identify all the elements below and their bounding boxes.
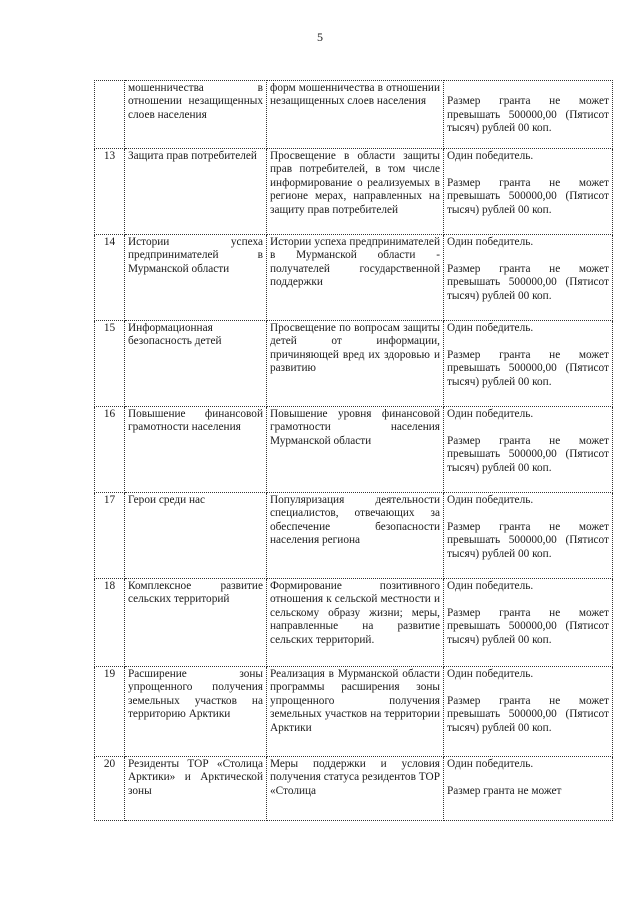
winners-count: Один победитель. bbox=[447, 758, 534, 770]
nomination-name: Герои среди нас bbox=[125, 493, 267, 579]
winners-count: Один победитель. bbox=[447, 580, 534, 592]
table-row bbox=[95, 235, 613, 321]
grant-conditions bbox=[444, 579, 613, 667]
nomination-name: Расширение зоны упрощенного получения земельных участков на территорию Арктики bbox=[125, 667, 267, 757]
winners-count: Один победитель. bbox=[447, 494, 534, 506]
spacer bbox=[447, 771, 609, 784]
nomination-description: Просвещение по вопросам защиты детей от информации, причиняющей вред их здоровью и развитию bbox=[267, 321, 444, 407]
nomination-name: Комплексное развитие сельских территорий bbox=[125, 579, 267, 667]
winners-count: Один победитель. bbox=[447, 408, 534, 420]
winners-count: Один победитель. bbox=[447, 322, 534, 334]
row-number bbox=[95, 81, 125, 149]
spacer bbox=[447, 681, 609, 694]
nomination-description: Просвещение в области защиты прав потребителей, в том числе информирование о реализуемых в регионе мерах, направленных на защиту прав потребителей bbox=[267, 149, 444, 235]
winners-count: Один победитель. bbox=[447, 236, 534, 248]
table-row bbox=[95, 407, 613, 493]
spacer bbox=[447, 335, 609, 348]
grant-amount: Размер гранта не может превышать 500000,00 (Пятисот тысяч) рублей 00 коп. bbox=[447, 694, 609, 734]
grant-amount: Размер гранта не может превышать 500000,00 (Пятисот тысяч) рублей 00 коп. bbox=[447, 95, 609, 135]
nomination-name: мошенничества в отношении незащищенных слоев населения bbox=[125, 81, 267, 149]
page-bottom-margin bbox=[0, 846, 640, 906]
row-number: 16 bbox=[95, 407, 125, 493]
grant-amount: Размер гранта не может превышать 500000,00 (Пятисот тысяч) рублей 00 коп. bbox=[447, 606, 609, 646]
grant-amount: Размер гранта не может превышать 500000,00 (Пятисот тысяч) рублей 00 коп. bbox=[447, 176, 609, 216]
grant-amount: Размер гранта не может bbox=[447, 784, 562, 797]
nomination-name: Повышение финансовой грамотности населения bbox=[125, 407, 267, 493]
page-number: 5 bbox=[317, 30, 323, 44]
row-number: 18 bbox=[95, 579, 125, 667]
spacer bbox=[447, 163, 609, 176]
row-number: 19 bbox=[95, 667, 125, 757]
table-row bbox=[95, 149, 613, 235]
row-number: 13 bbox=[95, 149, 125, 235]
nomination-description: форм мошенничества в отношении незащищенных слоев населения bbox=[267, 81, 444, 149]
grant-conditions bbox=[444, 667, 613, 757]
grant-conditions bbox=[444, 757, 613, 821]
grant-amount: Размер гранта не может превышать 500000,00 (Пятисот тысяч) рублей 00 коп. bbox=[447, 520, 609, 560]
nomination-name: Резиденты ТОР «Столица Арктики» и Арктической зоны bbox=[125, 757, 267, 821]
grant-conditions bbox=[444, 149, 613, 235]
row-number: 17 bbox=[95, 493, 125, 579]
nomination-name: Защита прав потребителей bbox=[125, 149, 267, 235]
spacer bbox=[447, 507, 609, 520]
grant-conditions bbox=[444, 493, 613, 579]
table-row bbox=[95, 321, 613, 407]
nomination-description: Повышение уровня финансовой грамотности населения Мурманской области bbox=[267, 407, 444, 493]
table-row bbox=[95, 81, 613, 149]
grant-conditions bbox=[444, 321, 613, 407]
row-number: 20 bbox=[95, 757, 125, 821]
grant-conditions bbox=[444, 81, 613, 149]
grant-amount: Размер гранта не может превышать 500000,00 (Пятисот тысяч) рублей 00 коп. bbox=[447, 348, 609, 388]
grant-amount: Размер гранта не может превышать 500000,00 (Пятисот тысяч) рублей 00 коп. bbox=[447, 262, 609, 302]
table-row bbox=[95, 493, 613, 579]
nomination-name: Информационная безопасность детей bbox=[125, 321, 267, 407]
nomination-description: Формирование позитивного отношения к сельской местности и сельскому образу жизни; меры, направленные на развитие сельских территорий. bbox=[267, 579, 444, 667]
table-row bbox=[95, 667, 613, 757]
nomination-description: Реализация в Мурманской области программы расширения зоны упрощенного получения земельных участков на территории Арктики bbox=[267, 667, 444, 757]
grant-conditions bbox=[444, 235, 613, 321]
table-row bbox=[95, 757, 613, 821]
spacer bbox=[447, 249, 609, 262]
spacer bbox=[447, 421, 609, 434]
nomination-description: Меры поддержки и условия получения статуса резидентов ТОР «Столица bbox=[267, 757, 444, 821]
winners-count: Один победитель. bbox=[447, 668, 534, 680]
nomination-description: Популяризация деятельности специалистов, отвечающих за обеспечение безопасности населения региона bbox=[267, 493, 444, 579]
table-row bbox=[95, 579, 613, 667]
row-number: 14 bbox=[95, 235, 125, 321]
spacer bbox=[447, 82, 609, 95]
spacer bbox=[447, 593, 609, 606]
grant-amount: Размер гранта не может превышать 500000,00 (Пятисот тысяч) рублей 00 коп. bbox=[447, 434, 609, 474]
grant-conditions bbox=[444, 407, 613, 493]
nomination-name: Истории успеха предпринимателей в Мурманской области bbox=[125, 235, 267, 321]
nomination-description: Истории успеха предпринимателей в Мурманской области - получателей государственной поддержки bbox=[267, 235, 444, 321]
winners-count: Один победитель. bbox=[447, 150, 534, 162]
grants-table bbox=[94, 80, 613, 821]
row-number: 15 bbox=[95, 321, 125, 407]
